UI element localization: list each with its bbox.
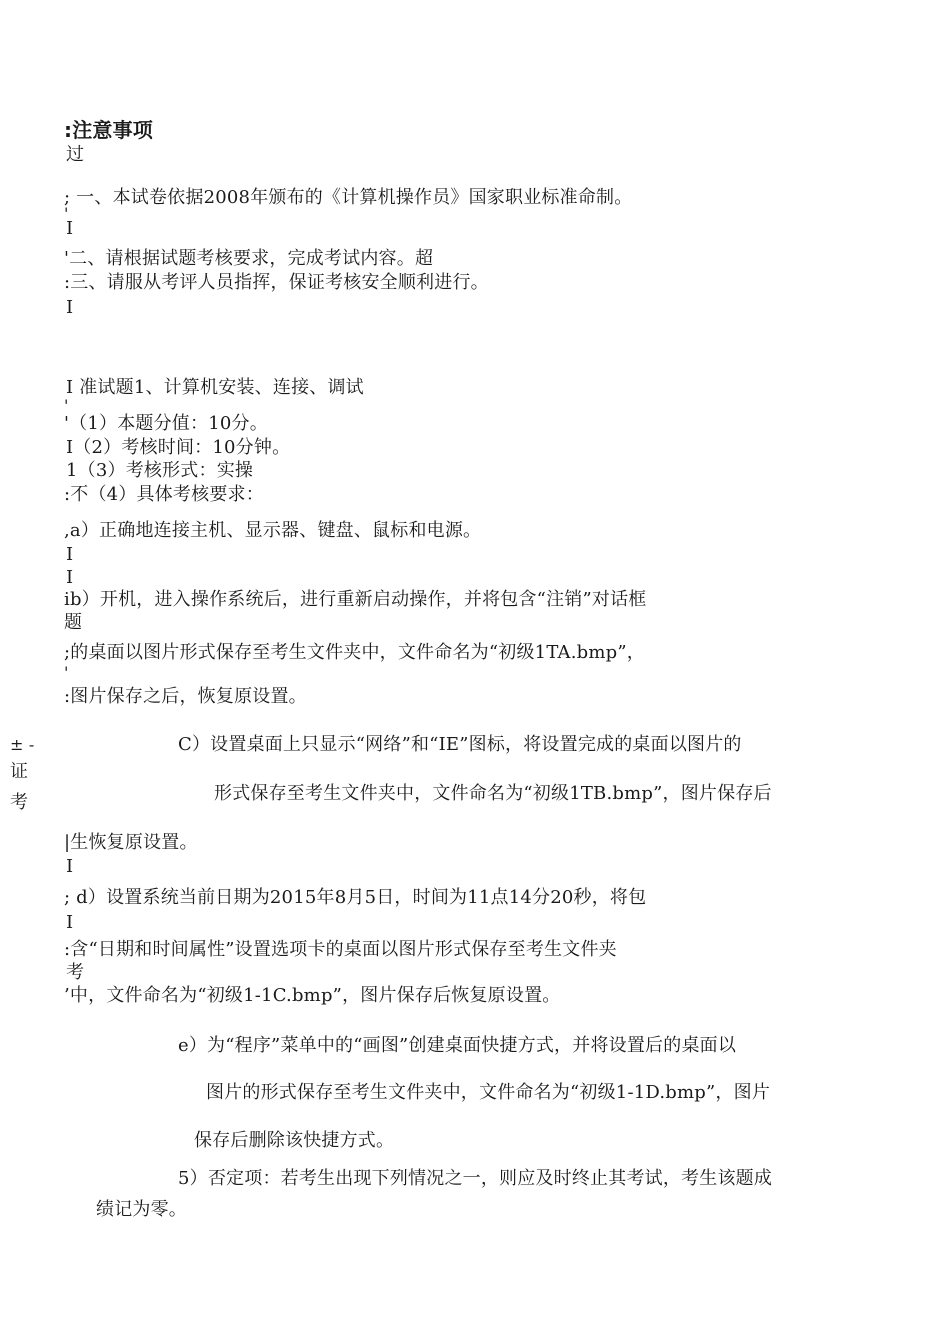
- margin-mark: I: [66, 297, 74, 318]
- requirement-d-line-1: ; d）设置系统当前日期为2015年8月5日，时间为11点14分20秒，将包: [64, 887, 647, 908]
- margin-note: 考: [66, 962, 85, 983]
- notice-line-1: ; 一、本试卷依据2008年颁布的《计算机操作员》国家职业标准命制。: [64, 187, 633, 208]
- section-title: :注意事项: [64, 118, 153, 142]
- requirement-c-line-3: |生恢复原设置。: [64, 832, 198, 853]
- margin-mark: I: [66, 218, 74, 239]
- margin-mark: ': [64, 663, 69, 682]
- question-title: I 准试题1、计算机安装、连接、调试: [66, 377, 364, 398]
- requirement-b-line-3: :图片保存之后，恢复原设置。: [64, 686, 307, 707]
- requirement-a: ,a）正确地连接主机、显示器、键盘、鼠标和电源。: [64, 520, 482, 541]
- margin-mark: ': [64, 396, 69, 415]
- requirement-c-line-1: C）设置桌面上只显示“网络”和“IE”图标，将设置完成的桌面以图片的: [178, 734, 742, 755]
- requirement-e-line-2: 图片的形式保存至考生文件夹中，文件命名为“初级1-1D.bmp”，图片: [206, 1082, 771, 1103]
- margin-note: 考: [10, 792, 29, 813]
- requirement-d-line-2: :含“日期和时间属性”设置选项卡的桌面以图片形式保存至考生文件夹: [64, 939, 617, 960]
- requirement-e-line-1: e）为“程序”菜单中的“画图”创建桌面快捷方式，并将设置后的桌面以: [178, 1035, 737, 1056]
- requirement-d-line-3: ’中，文件命名为“初级1-1C.bmp”，图片保存后恢复原设置。: [64, 985, 561, 1006]
- margin-note: 过: [66, 144, 85, 165]
- requirement-c-line-2: 形式保存至考生文件夹中，文件命名为“初级1TB.bmp”，图片保存后: [214, 783, 772, 804]
- requirement-b-line-1: ib）开机，进入操作系统后，进行重新启动操作，并将包含“注销”对话框: [64, 589, 647, 610]
- requirement-e-line-3: 保存后删除该快捷方式。: [194, 1130, 395, 1151]
- margin-mark: I: [66, 544, 74, 565]
- margin-mark: I: [66, 567, 74, 588]
- margin-mark: I: [66, 912, 74, 933]
- question-format: 1（3）考核形式：实操: [66, 460, 254, 481]
- veto-item-line-1: 5）否定项：若考生出现下列情况之一，则应及时终止其考试，考生该题成: [178, 1168, 773, 1189]
- margin-note: 题: [64, 612, 83, 633]
- notice-line-3: :三、请服从考评人员指挥，保证考核安全顺利进行。: [64, 272, 489, 293]
- margin-mark: ': [64, 204, 69, 223]
- question-score: '（1）本题分值：10分。: [64, 413, 268, 434]
- veto-item-line-2: 绩记为零。: [96, 1199, 187, 1220]
- margin-mark: ± -: [10, 735, 35, 754]
- notice-line-2: '二、请根据试题考核要求，完成考试内容。超: [64, 248, 434, 269]
- requirement-b-line-2: ;的桌面以图片形式保存至考生文件夹中，文件命名为“初级1TA.bmp”，: [64, 642, 645, 663]
- question-time: I（2）考核时间：10分钟。: [66, 437, 291, 458]
- margin-mark: I: [66, 856, 74, 877]
- question-requirements: :不（4）具体考核要求：: [64, 484, 264, 505]
- margin-note: 证: [10, 761, 29, 782]
